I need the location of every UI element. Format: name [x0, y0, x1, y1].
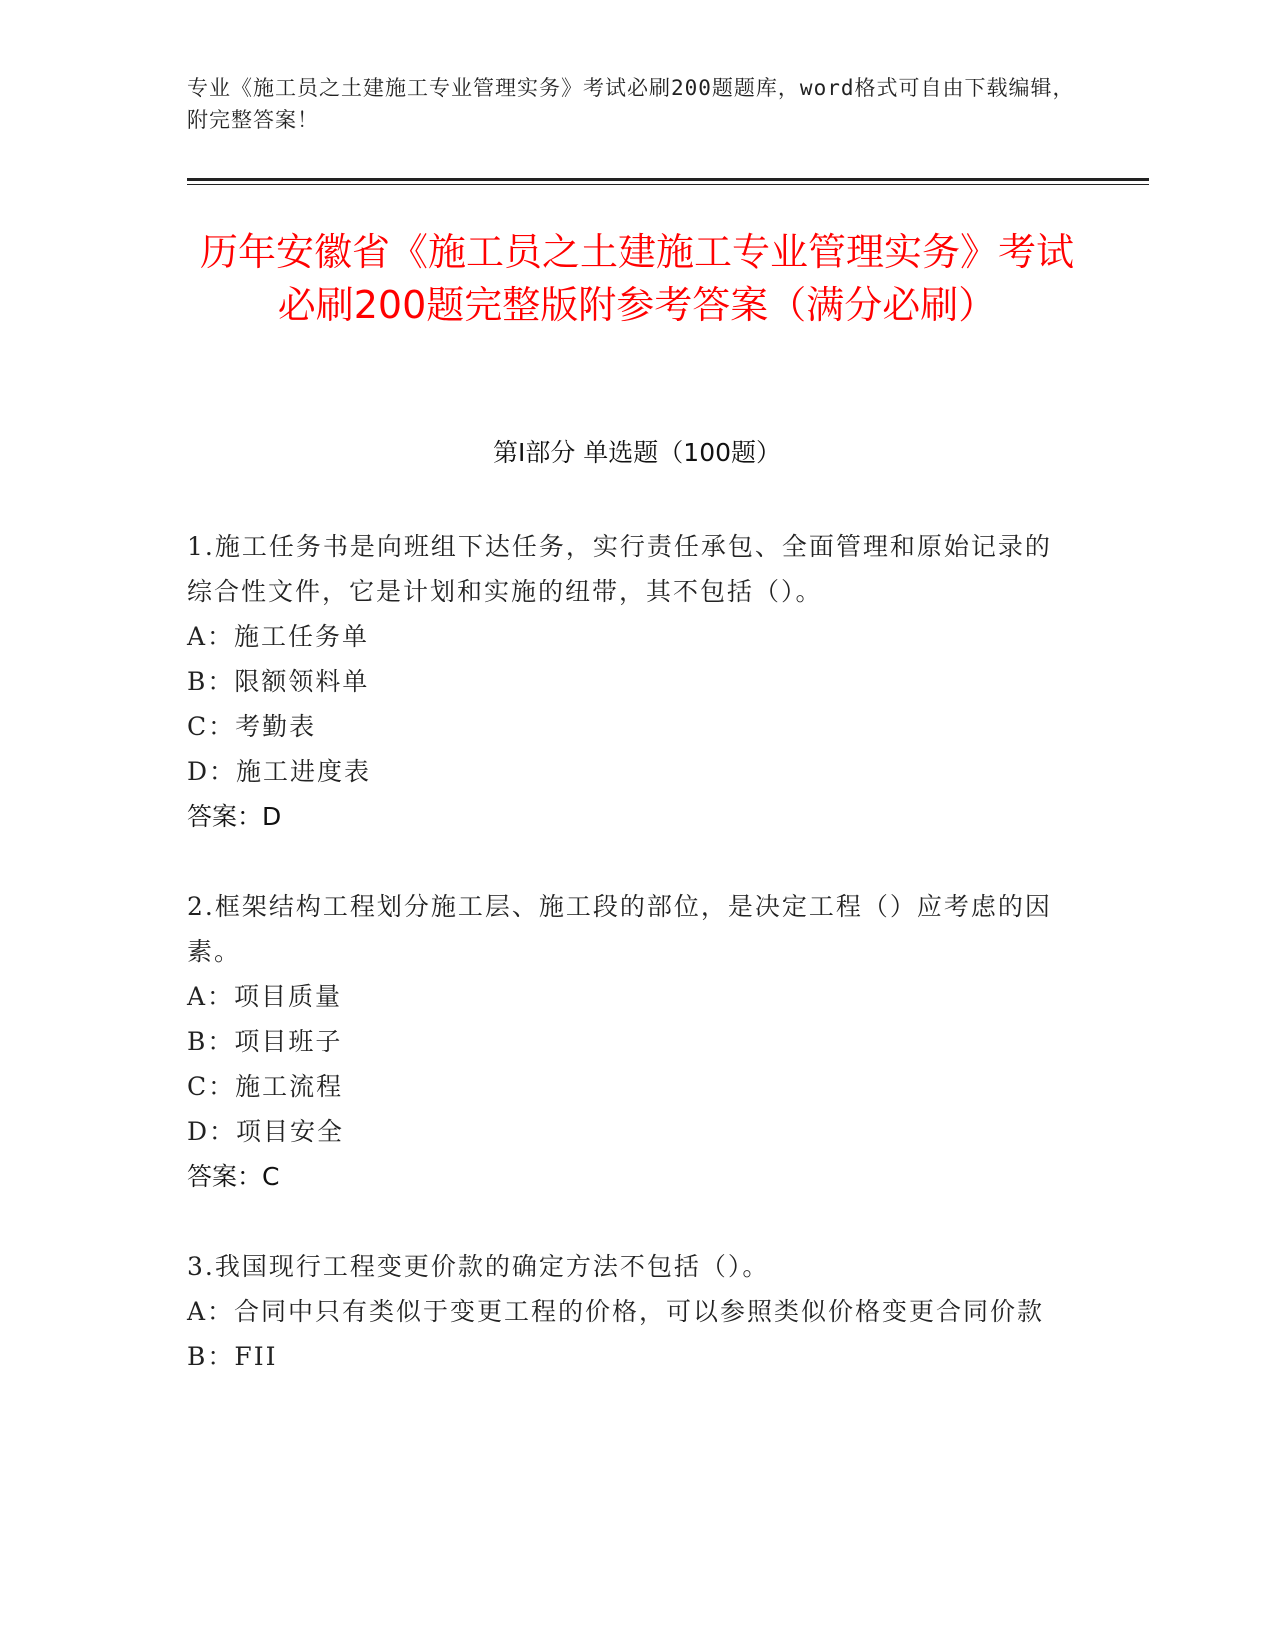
header-divider-thick — [187, 178, 1149, 181]
option-a: A：施工任务单 — [187, 622, 370, 651]
section-heading: 第I部分 单选题（100题） — [492, 438, 782, 467]
answer: 答案：D — [187, 802, 282, 831]
header-note: 专业《施工员之土建施工专业管理实务》考试必刷200题题库，word格式可自由下载编辑，附完整答案！ — [187, 76, 1075, 132]
question-stem: 3.我国现行工程变更价款的确定方法不包括（）。 — [187, 1252, 770, 1281]
answer: 答案：C — [187, 1162, 280, 1191]
option-b: B：项目班子 — [187, 1027, 343, 1056]
option-a: A：合同中只有类似于变更工程的价格，可以参照类似价格变更合同价款 — [187, 1297, 1045, 1326]
option-c: C：考勤表 — [187, 712, 317, 741]
question-stem: 1.施工任务书是向班组下达任务，实行责任承包、全面管理和原始记录的综合性文件，它是计划和实施的纽带，其不包括（）。 — [187, 532, 1052, 606]
option-b: B：FII — [187, 1342, 278, 1371]
option-a: A：项目质量 — [187, 982, 343, 1011]
question-stem: 2.框架结构工程划分施工层、施工段的部位，是决定工程（）应考虑的因素。 — [187, 892, 1052, 966]
option-b: B：限额领料单 — [187, 667, 370, 696]
option-d: D：项目安全 — [187, 1117, 345, 1146]
option-c: C：施工流程 — [187, 1072, 344, 1101]
question-3 — [187, 1244, 1077, 1379]
question-2 — [187, 884, 1077, 1199]
option-d: D：施工进度表 — [187, 757, 372, 786]
document-title: 历年安徽省《施工员之土建施工专业管理实务》考试必刷200题完整版附参考答案（满分必刷） — [199, 230, 1074, 327]
header-divider-thin — [187, 184, 1149, 185]
question-1 — [187, 524, 1077, 839]
